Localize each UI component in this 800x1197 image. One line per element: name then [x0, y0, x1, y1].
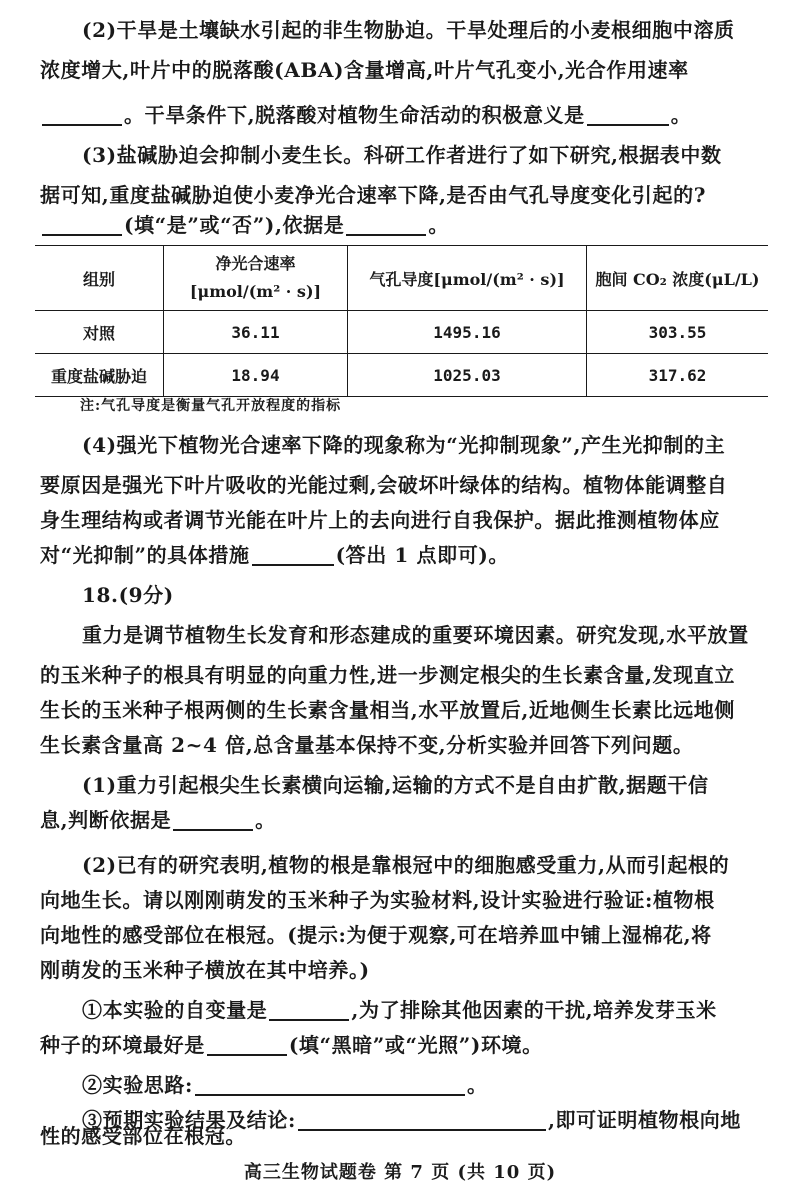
q18-sub1-line2: [40, 1025, 768, 1065]
header-net-photosynthesis-label: 净光合速率: [215, 254, 296, 273]
q18-intro-line1: 重力是调节植物生长发育和形态建成的重要环境因素。研究发现,水平放置: [82, 623, 749, 647]
q18-sub1-text2-end: (填“黑暗”或“光照”)环境。: [288, 1033, 543, 1057]
q18-part1-text: 息,判断依据是: [40, 808, 172, 832]
data-table: [35, 245, 768, 397]
answer-blank[interactable]: [252, 542, 334, 566]
punctuation: 。: [670, 103, 692, 127]
answer-blank[interactable]: [269, 997, 349, 1021]
q17-part2-line2: 浓度增大,叶片中的脱落酸(ABA)含量增高,叶片气孔变小,光合作用速率: [40, 58, 689, 82]
q18-sub1-text: ①本实验的自变量是: [82, 998, 268, 1022]
q17-part2-text: 。干旱条件下,脱落酸对植物生命活动的积极意义是: [124, 103, 585, 127]
q18-sub1-text-end: ,为了排除其他因素的干扰,培养发芽玉米: [351, 998, 717, 1022]
q18-sub3-text: ③预期实验结果及结论:: [82, 1108, 296, 1132]
q18-intro-line4: 生长素含量高 2~4 倍,总含量基本保持不变,分析实验并回答下列问题。: [40, 733, 694, 757]
q18-heading: 18.(9分): [82, 583, 174, 607]
header-net-photosynthesis-unit: [μmol/(m² · s)]: [189, 282, 322, 301]
answer-blank[interactable]: [207, 1032, 287, 1056]
q17-part3-line3: [40, 205, 768, 245]
q17-part4-line2: 要原因是强光下叶片吸收的光能过剩,会破坏叶绿体的结构。植物体能调整自: [40, 473, 728, 497]
table-row: [35, 311, 768, 354]
table-note: 注:气孔导度是衡量气孔开放程度的指标: [80, 398, 342, 414]
cell-value: 1495.16: [348, 311, 587, 354]
punctuation: 。: [428, 213, 449, 237]
cell-value: 303.55: [587, 311, 769, 354]
cell-value: 317.62: [587, 354, 769, 397]
q18-sub1-line1: [82, 990, 772, 1030]
punctuation: 。: [466, 1073, 488, 1097]
q18-sub3-text-end: ,即可证明植物根向地: [547, 1108, 741, 1132]
q17-part3-line2: 据可知,重度盐碱胁迫使小麦净光合速率下降,是否由气孔导度变化引起的?: [40, 183, 707, 207]
page-footer: 高三生物试题卷 第 7 页 (共 10 页): [243, 1162, 557, 1183]
answer-blank[interactable]: [346, 212, 426, 236]
q18-part2-line4: 刚萌发的玉米种子横放在其中培养。): [40, 958, 370, 982]
q18-part1-line2: [40, 800, 768, 840]
q18-intro-line2: 的玉米种子的根具有明显的向重力性,进一步测定根尖的生长素含量,发现直立: [40, 663, 735, 687]
table-row: [35, 354, 768, 397]
q18-part2-line2: 向地生长。请以刚刚萌发的玉米种子为实验材料,设计实验进行验证:植物根: [40, 888, 715, 912]
answer-blank[interactable]: [42, 102, 122, 126]
q17-part3-text: (填“是”或“否”),依据是: [124, 213, 345, 237]
punctuation: 。: [255, 808, 276, 832]
q17-part3-line1: (3)盐碱胁迫会抑制小麦生长。科研工作者进行了如下研究,根据表中数: [82, 143, 722, 167]
header-net-photosynthesis: [164, 246, 348, 311]
q18-part1-line1: (1)重力引起根尖生长素横向运输,运输的方式不是自由扩散,据题干信: [82, 773, 709, 797]
cell-value: 36.11: [164, 311, 348, 354]
q17-part4-line1: (4)强光下植物光合速率下降的现象称为“光抑制现象”,产生光抑制的主: [82, 433, 726, 457]
q17-part4-line4: [40, 535, 768, 575]
q18-intro-line3: 生长的玉米种子根两侧的生长素含量相当,水平放置后,近地侧生长素比远地侧: [40, 698, 735, 722]
table-header-row: [35, 246, 768, 311]
q17-part4-line3: 身生理结构或者调节光能在叶片上的去向进行自我保护。据此推测植物体应: [40, 508, 720, 532]
answer-blank[interactable]: [195, 1072, 465, 1096]
q18-sub3-line2: 性的感受部位在根冠。: [40, 1124, 246, 1148]
answer-blank[interactable]: [587, 102, 669, 126]
cell-value: 1025.03: [348, 354, 587, 397]
q18-part2-line3: 向地性的感受部位在根冠。(提示:为便于观察,可在培养皿中铺上湿棉花,将: [40, 923, 712, 947]
answer-blank[interactable]: [173, 807, 253, 831]
q17-part4-text-end: (答出 1 点即可)。: [335, 543, 509, 567]
cell-value: 18.94: [164, 354, 348, 397]
q17-part2-line1: (2)干旱是土壤缺水引起的非生物胁迫。干旱处理后的小麦根细胞中溶质: [82, 18, 735, 42]
q18-sub2-text: ②实验思路:: [82, 1073, 193, 1097]
header-group: 组别: [35, 246, 164, 311]
answer-blank[interactable]: [42, 212, 122, 236]
q18-sub1-text2: 种子的环境最好是: [40, 1033, 205, 1057]
q18-part2-line1: (2)已有的研究表明,植物的根是靠根冠中的细胞感受重力,从而引起根的: [82, 853, 730, 877]
q18-sub2: [82, 1065, 772, 1105]
header-intercellular-co2: 胞间 CO₂ 浓度(μL/L): [587, 246, 769, 311]
cell-group: 重度盐碱胁迫: [35, 354, 164, 397]
q17-part2-line3: [40, 95, 768, 135]
header-stomatal-conductance: 气孔导度[μmol/(m² · s)]: [348, 246, 587, 311]
q17-part4-text: 对“光抑制”的具体措施: [40, 543, 250, 567]
cell-group: 对照: [35, 311, 164, 354]
